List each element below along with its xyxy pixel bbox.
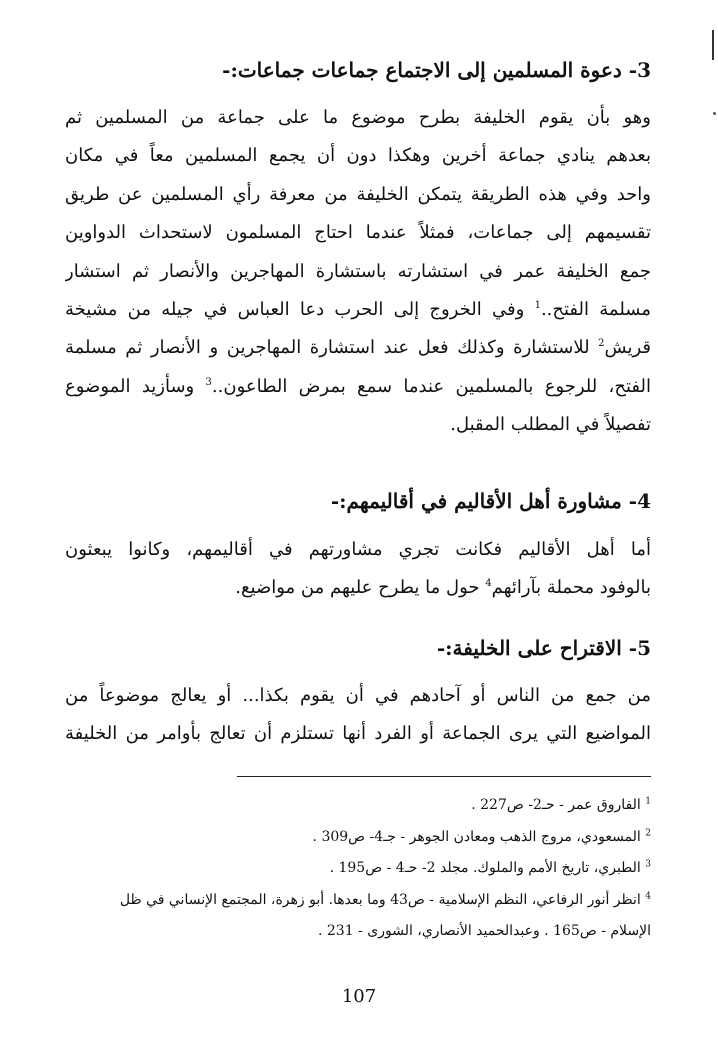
footnote-continuation: الإسلام - ص165 . وعبدالحميد الأنصاري، الشورى - 231 . [317, 923, 651, 939]
text-line: أما أهل الأقاليم فكانت تجري مشاورتهم في أقاليمهم، وكانوا يبعثون [65, 539, 651, 560]
section-3-paragraph [65, 99, 651, 445]
text-line: تقسيمهم إلى جماعات، فمثلاً عندما احتاج المسلمون لاستحداث الدواوين [65, 222, 651, 244]
text-line: واحد وفي هذه الطريقة يتمكن الخليفة من معرفة رأي المسلمين عن طريق [65, 183, 651, 205]
page-number: 107 [341, 986, 377, 1007]
text-line: وهو بأن يقوم الخليفة بطرح موضوع ما على جماعة من المسلمين ثم [65, 107, 651, 128]
footnote: $^2$ المسعودي، مروج الذهب ومعادن الجوهر - جـ4- ص309 . [312, 827, 651, 845]
text-line: تفصيلاً في المطلب المقبل. [450, 414, 651, 436]
page-edge-mark [712, 30, 714, 60]
text-line: قريش$^2$ للاستشارة وكذلك فعل عند استشارة المهاجرين و الأنصار ثم مسلمة [65, 337, 651, 359]
footnote-ref: 1 [534, 299, 541, 311]
text-line: بالوفود محملة بآرائهم$^4$ حول ما يطرح عليهم من مواضيع. [235, 577, 651, 599]
footnote-ref: 2 [598, 338, 605, 350]
section-3-heading: 3- دعوة المسلمين إلى الاجتماع جماعات جماعات:- [222, 58, 651, 82]
footnote: $^3$ الطبري، تاريخ الأمم والملوك. مجلد 2- حـ4 - ص195 . [329, 859, 651, 876]
footnote-ref: 3 [205, 376, 212, 388]
section-4-paragraph [65, 531, 651, 608]
section-5-heading: 5- الاقتراح على الخليفة:- [436, 636, 651, 660]
section-4-heading: 4- مشاورة أهل الأقاليم في أقاليمهم:- [330, 489, 651, 513]
section-5-paragraph [65, 677, 651, 754]
text-line: بعدهم ينادي جماعة أخرين وهكذا دون أن يجمع المسلمين معاً في مكان [65, 145, 651, 167]
page-edge-dot [713, 112, 716, 115]
footnote-separator [237, 776, 651, 777]
text-line: مسلمة الفتح..$^1$ وفي الخروج إلى الحرب دعا العباس في جيله من مشيخة [65, 298, 651, 320]
footnote: $^4$ انظر أنور الرفاعي، النظم الإسلامية - ص43 وما بعدها. أبو زهرة، المجتمع الإنساني في ظل [119, 890, 651, 908]
footnote: $^1$ الفاروق عمر - حـ2- ص227 . [471, 796, 651, 813]
text-line: المواضيع التي يرى الجماعة أو الفرد أنها تستلزم أن تعالج بأوامر من الخليفة [65, 723, 651, 745]
text-line: من جمع من الناس أو آحادهم في أن يقوم بكذا... أو يعالج موضوعاً من [65, 685, 651, 706]
footnotes [61, 790, 651, 948]
text-line: الفتح، للرجوع بالمسلمين عندما سمع بمرض الطاعون..$^3$ وسأزيد الموضوع [65, 375, 651, 397]
text-line: جمع الخليفة عمر في استشارته باستشارة المهاجرين والأنصار ثم استشار [65, 260, 651, 282]
footnote-ref: 4 [485, 578, 492, 590]
